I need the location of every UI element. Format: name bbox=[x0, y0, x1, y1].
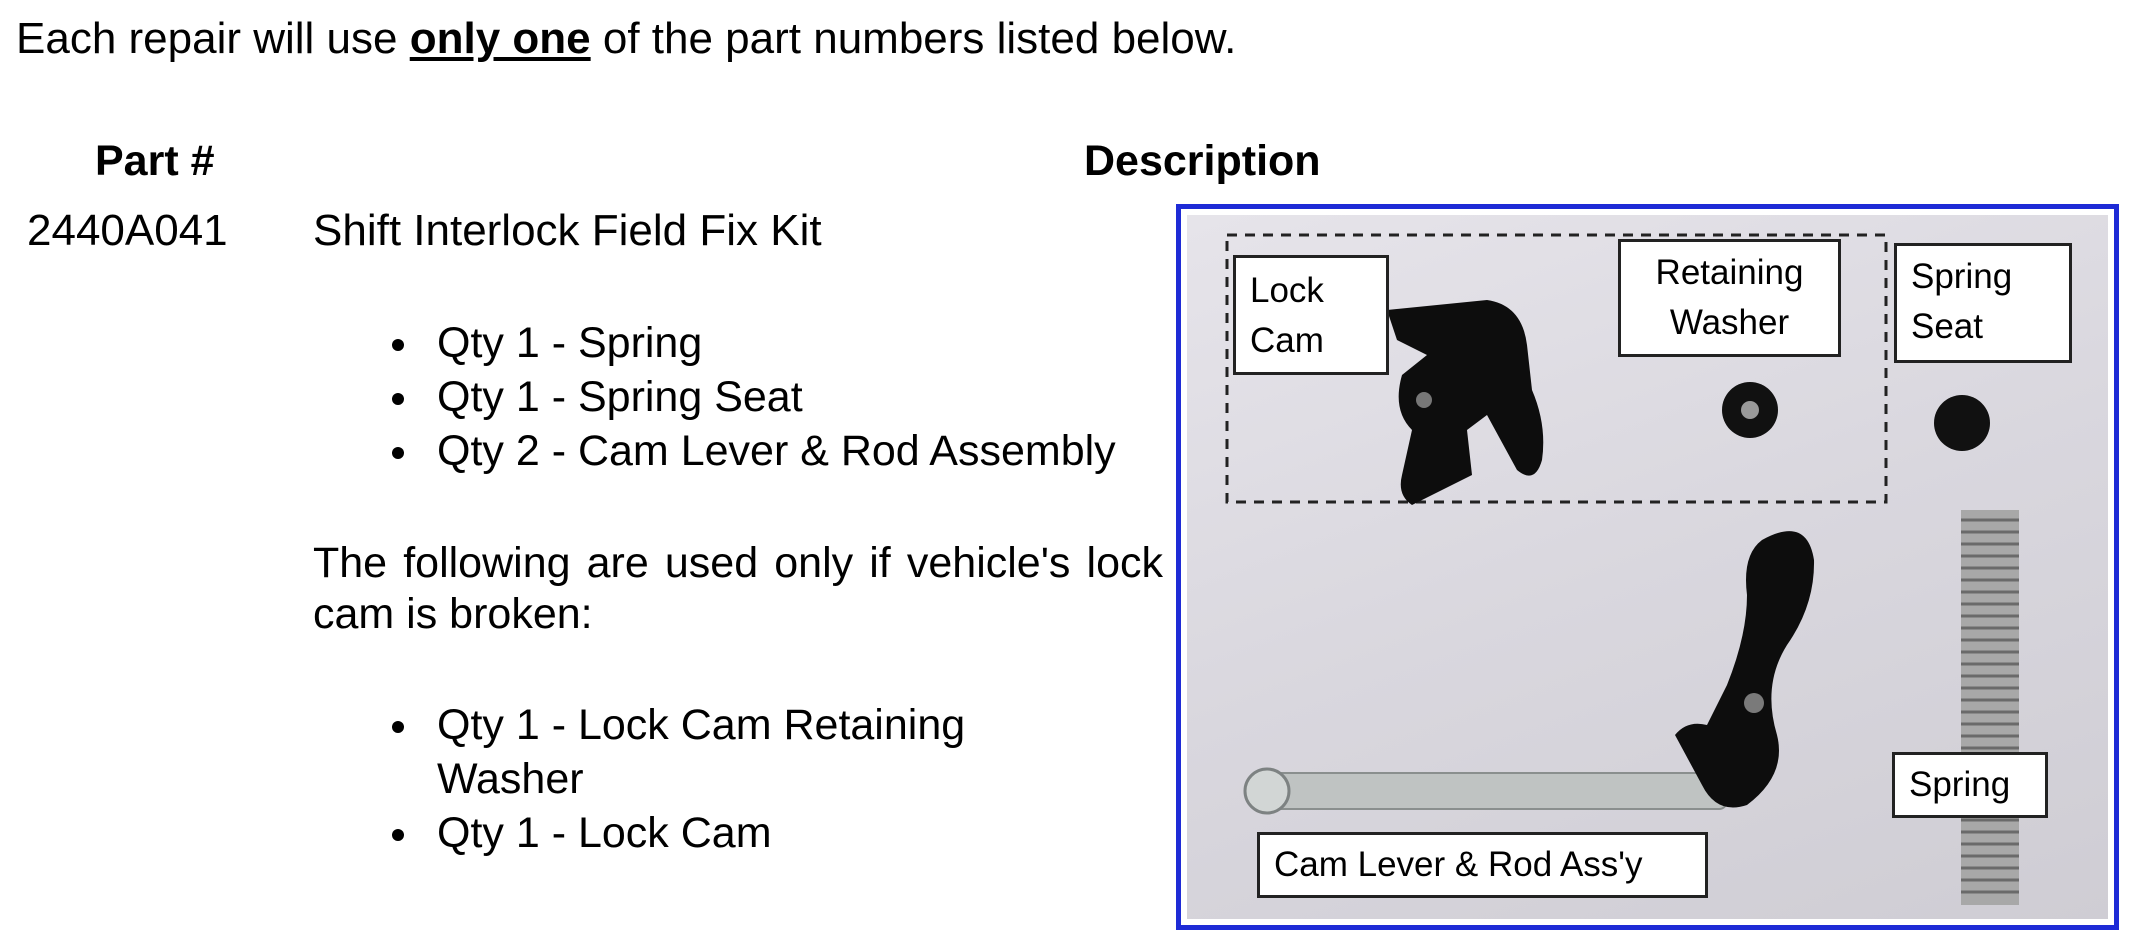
label-spring-seat bbox=[1894, 243, 2072, 363]
label-lock-cam-line-1: Lock bbox=[1250, 271, 1324, 310]
list-item: Qty 1 - Spring Seat bbox=[313, 370, 1116, 424]
label-retaining-washer bbox=[1618, 239, 1841, 357]
retaining-washer-hole bbox=[1741, 401, 1759, 419]
label-retaining-washer-line-1: Retaining bbox=[1655, 253, 1804, 292]
part-number: 2440A041 bbox=[27, 206, 228, 255]
kit-name: Shift Interlock Field Fix Kit bbox=[313, 206, 822, 255]
intro-sentence bbox=[16, 14, 1236, 64]
rod-end bbox=[1245, 769, 1289, 813]
cam-lever-hole bbox=[1744, 693, 1764, 713]
cam-lever-part bbox=[1675, 531, 1814, 807]
list-item: Qty 1 - Lock Cam Retaining Washer bbox=[313, 698, 1033, 806]
label-spring-seat-line-1: Spring bbox=[1911, 257, 2013, 296]
intro-emphasis: only one bbox=[409, 14, 591, 63]
label-lock-cam-line-2: Cam bbox=[1250, 321, 1324, 360]
list-item: Qty 2 - Cam Lever & Rod Assembly bbox=[313, 424, 1116, 478]
conditional-parts-list bbox=[313, 698, 1033, 860]
list-item: Qty 1 - Spring bbox=[313, 316, 1116, 370]
parts-photo-image bbox=[1187, 215, 2108, 919]
lock-cam-hole bbox=[1416, 392, 1432, 408]
description-header: Description bbox=[1084, 137, 1321, 185]
part-number-header: Part # bbox=[95, 137, 215, 185]
parts-photo bbox=[1176, 204, 2119, 930]
intro-prefix: Each repair will use bbox=[16, 14, 410, 63]
label-spring-seat-line-2: Seat bbox=[1911, 307, 1983, 346]
lock-cam-part bbox=[1387, 300, 1543, 505]
conditional-note: The following are used only if vehicle's lock cam is broken: bbox=[313, 539, 1163, 638]
list-item: Qty 1 - Lock Cam bbox=[313, 806, 1033, 860]
kit-contents-list bbox=[313, 316, 1116, 478]
label-retaining-washer-line-2: Washer bbox=[1669, 303, 1790, 342]
label-lock-cam bbox=[1233, 255, 1389, 375]
label-cam-lever-rod: Cam Lever & Rod Ass'y bbox=[1257, 832, 1708, 898]
spring-seat-part bbox=[1934, 395, 1990, 451]
label-spring: Spring bbox=[1892, 752, 2048, 818]
intro-suffix: of the part numbers listed below. bbox=[590, 14, 1237, 63]
rod-part bbox=[1257, 773, 1727, 809]
